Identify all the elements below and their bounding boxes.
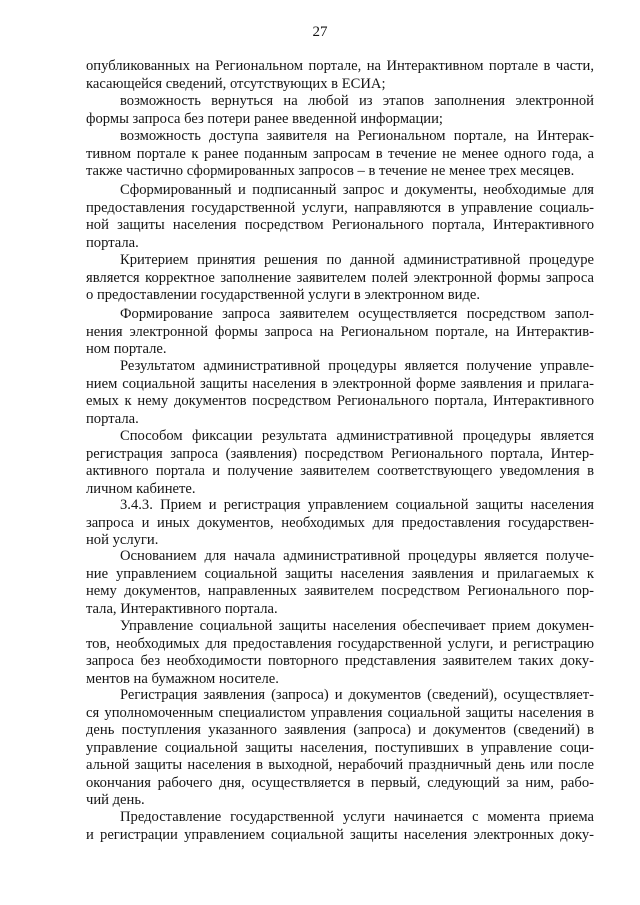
text-line: активного портала и получение заявителем соответствующего уведомления в [86, 463, 594, 479]
text-line: Способом фиксации результата административной процедуры является [120, 428, 594, 444]
text-line: альной защиты населения в выходной, нерабочий праздничный день или после [86, 757, 594, 773]
text-line: портала. [86, 410, 139, 427]
text-line: Сформированный и подписанный запрос и документы, необходимые для [120, 182, 594, 198]
text-line: касающейся сведений, отсутствующих в ЕСИА; [86, 75, 386, 92]
text-line: управление социальной защиты населения, поступивших в управление соци- [86, 739, 594, 756]
paragraph [86, 306, 594, 359]
text-line: ной защиты населения посредством Регионального портала, Интерактивного [86, 217, 594, 233]
text-line: запроса и иных документов, необходимых для предоставления государствен- [86, 514, 594, 531]
text-line: Предоставление государственной услуги начинается с момента приема [120, 809, 594, 825]
text-line: тов, необходимых для предоставления государственной услуги, и регистрацию [86, 635, 594, 652]
text-line: нения электронной формы запроса на Региональном портале, на Интерактив- [86, 323, 594, 340]
paragraph [86, 58, 594, 93]
text-line: Основанием для начала административной процедуры является получе- [120, 548, 594, 564]
paragraph [86, 548, 594, 618]
text-line: опубликованных на Региональном портале, на Интерактивном портале в части, [86, 58, 594, 74]
text-line: день поступления указанного заявления (запроса) и документов (сведений) в [86, 722, 594, 738]
text-line: тала, Интерактивного портала. [86, 600, 278, 617]
text-line: ние управлением социальной защиты населения заявления и прилагаемых к [86, 565, 594, 582]
text-line: и регистрации управлением социальной защиты населения электронных доку- [86, 826, 594, 843]
text-line: о предоставлении государственной услуги в электронном виде. [86, 287, 481, 303]
text-line: предоставления государственной услуги, направляются в управление социаль- [86, 199, 594, 216]
text-line: тивном портале к ранее поданным запросам в течение не менее одного года, а [86, 145, 594, 162]
paragraph [86, 428, 594, 498]
text-line: возможность вернуться на любой из этапов заполнения электронной [120, 93, 594, 109]
paragraph [86, 93, 594, 128]
paragraph [86, 497, 594, 550]
text-line: запроса без необходимости повторного представления заявителем таких доку- [86, 653, 594, 669]
text-line: Формирование запроса заявителем осуществляется посредством запол- [120, 306, 594, 322]
text-line: возможность доступа заявителя на Региональном портале, на Интерак- [120, 128, 594, 144]
paragraph [86, 809, 594, 844]
paragraph [86, 128, 594, 181]
text-line: 3.4.3. Прием и регистрация управлением социальной защиты населения [120, 497, 594, 513]
text-line: нему документов, направленных заявителем посредством Регионального пор- [86, 583, 594, 599]
text-line: личном кабинете. [86, 480, 196, 497]
text-line: ся уполномоченным специалистом управления социальной защиты населения в [86, 704, 594, 721]
page-number: 27 [312, 24, 328, 40]
text-line: нием социальной защиты населения в электронной форме заявления и прилага- [86, 375, 594, 392]
text-line: Результатом административной процедуры является получение управле- [120, 358, 594, 374]
text-line: окончания рабочего дня, осуществляется в первый, следующий за ним, рабо- [86, 774, 594, 791]
paragraph [86, 687, 594, 810]
text-line: Управление социальной защиты населения обеспечивает прием докумен- [120, 618, 594, 634]
text-line: чий день. [86, 792, 145, 808]
text-line: емых к нему документов посредством Регионального портала, Интерактивного [86, 393, 594, 409]
text-line: Критерием принятия решения по данной административной процедуре [120, 252, 594, 268]
text-line: Регистрация заявления (запроса) и документов (сведений), осуществляет- [120, 687, 594, 703]
text-line: портала. [86, 234, 139, 251]
text-line: также частично сформированных запросов – в течение не менее трех месяцев. [86, 163, 575, 179]
text-line: регистрация запроса (заявления) посредством Регионального портала, Интер- [86, 445, 594, 462]
paragraph [86, 252, 594, 305]
paragraph [86, 618, 594, 688]
text-line: формы запроса без потери ранее введенной информации; [86, 110, 443, 127]
text-line: ном портале. [86, 341, 167, 357]
text-line: ной услуги. [86, 532, 159, 548]
paragraph [86, 182, 594, 252]
paragraph [86, 358, 594, 428]
text-line: является корректное заполнение заявителем полей электронной формы запроса [86, 269, 594, 286]
text-line: ментов на бумажном носителе. [86, 670, 279, 687]
